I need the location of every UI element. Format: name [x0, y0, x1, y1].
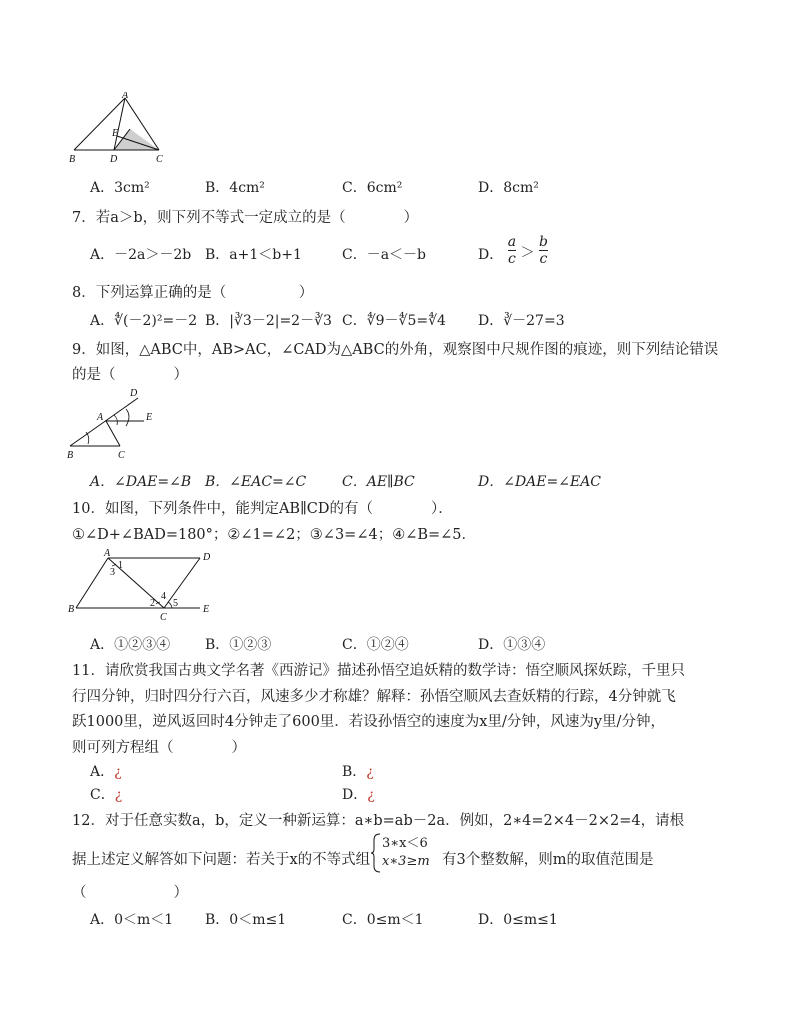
q10-angle-4: 4 [161, 591, 166, 602]
q6-label-e: E [112, 128, 119, 139]
q8-option-d[interactable]: D．∛－27=3 [478, 313, 565, 329]
q6-option-b[interactable]: B．4cm² [205, 180, 265, 196]
q11-option-b-missing: ¿ [366, 764, 374, 780]
q12-system-line2: x∗3≥m [382, 854, 430, 869]
q6-label-b: B [69, 154, 76, 165]
q10-conditions: ①∠D+∠BAD=180°；②∠1=∠2；③∠3=∠4；④∠B=∠5． [72, 527, 477, 543]
q6-option-d[interactable]: D．8cm² [478, 180, 539, 196]
q10-option-b[interactable]: B．①②③ [205, 637, 272, 653]
q8-option-c[interactable]: C．∜9－∜5=∜4 [342, 313, 446, 329]
q10-label-e: E [203, 604, 210, 615]
q10-label-a: A [104, 548, 111, 559]
q7-fraction-a: $\frac{a}{c}$ [507, 234, 517, 267]
q10-option-c[interactable]: C．①②④ [342, 637, 409, 653]
q10-stem-line1: 10．如图，下列条件中，能判定AB∥CD的有（ ）． [72, 501, 453, 517]
q9-label-c: C [118, 450, 125, 460]
q10-label-c: C [160, 612, 167, 623]
q9-option-a[interactable]: A．∠DAE=∠B [90, 474, 192, 490]
q11-option-d[interactable]: D．¿ [342, 787, 375, 803]
q7-option-b[interactable]: B．a+1＜b+1 [205, 247, 302, 263]
q9-label-d: D [130, 388, 138, 399]
q6-option-c[interactable]: C．6cm² [342, 180, 403, 196]
q10-angle-2: 2 [150, 598, 155, 609]
q11-option-c-missing: ¿ [114, 787, 123, 803]
q6-label-a: A [122, 92, 129, 101]
q7-relation: ＞ [520, 245, 535, 261]
q10-option-d[interactable]: D．①③④ [478, 637, 546, 653]
q8-option-a[interactable]: A．∜(－2)²=－2 [90, 313, 198, 329]
q10-label-d: D [203, 552, 211, 563]
q11-line3: 跃1000里，逆风返回时4分钟走了600里．若设孙悟空的速度为x里/分钟，风速为y里/分钟， [72, 714, 665, 730]
q11-line4: 则可列方程组（ ） [72, 740, 246, 756]
q6-label-d: D [110, 154, 118, 165]
q12-option-b[interactable]: B．0＜m≤1 [205, 912, 287, 928]
q12-option-d[interactable]: D．0≤m≤1 [478, 912, 558, 928]
q11-option-a[interactable]: A．¿ [90, 764, 122, 780]
q6-label-c: C [156, 154, 163, 165]
q12-inequality-system [370, 832, 440, 874]
q9-stem-line2: 的是（ ） [72, 367, 188, 383]
q7-fraction-b: $\frac{b}{c}$ [538, 234, 548, 267]
q7-option-d[interactable] [478, 234, 548, 267]
q10-angle-5: 5 [173, 598, 178, 609]
q9-option-d[interactable]: D．∠DAE=∠EAC [478, 474, 602, 490]
q11-option-b[interactable]: B．¿ [342, 764, 374, 780]
q11-line2: 行四分钟，归时四分行六百，风速多少才称雄？解释：孙悟空顺风去查妖精的行踪，4分钟就飞 [72, 689, 676, 705]
q9-label-e: E [146, 412, 153, 423]
q7-option-d-label: D． [478, 247, 504, 263]
q9-stem-line1: 9．如图，△ABC中，AB>AC，∠CAD为△ABC的外角，观察图中尺规作图的痕迹，则下列结论错误 [72, 342, 719, 358]
q12-option-c[interactable]: C．0≤m＜1 [342, 912, 424, 928]
q10-parallelogram-figure [64, 546, 224, 624]
q12-system-line1: 3∗x＜6 [382, 836, 428, 851]
q10-label-b: B [68, 604, 75, 615]
q12-brace [370, 832, 382, 874]
q11-line1: 11．请欣赏我国古典文学名著《西游记》描述孙悟空追妖精的数学诗：悟空顺风探妖踪，千里只 [72, 663, 685, 679]
q11-option-d-missing: ¿ [367, 787, 375, 803]
q6-option-a[interactable]: A．3cm² [90, 180, 150, 196]
q7-stem: 7．若a＞b，则下列不等式一定成立的是（ ） [72, 210, 419, 226]
q9-label-b: B [67, 450, 74, 460]
q12-line3: （ ） [72, 885, 188, 901]
q12-line2-pre: 据上述定义解答如下问题：若关于x的不等式组 [72, 852, 371, 868]
q12-line2-post: 有3个整数解，则m的取值范围是 [442, 852, 654, 868]
q12-line1: 12．对于任意实数a，b，定义一种新运算：a∗b=ab－2a．例如，2∗4=2×4－2×2=4，请根 [72, 813, 685, 829]
q9-construction-figure [64, 384, 164, 460]
q9-option-b[interactable]: B．∠EAC=∠C [205, 474, 307, 490]
q7-option-a[interactable]: A．－2a＞－2b [90, 247, 192, 263]
q10-angle-1: 1 [118, 560, 123, 571]
q8-option-b[interactable]: B．|∛3－2|=2－∛3 [205, 313, 332, 329]
q11-option-c[interactable]: C．¿ [90, 787, 123, 803]
q6-triangle-figure [64, 92, 174, 166]
q10-angle-3: 3 [110, 567, 115, 578]
q10-option-a[interactable]: A．①②③④ [90, 637, 171, 653]
q9-option-c[interactable]: C．AE∥BC [342, 474, 415, 490]
q11-option-a-missing: ¿ [114, 764, 122, 780]
q7-option-c[interactable]: C．－a＜－b [342, 247, 427, 263]
q9-label-a: A [97, 412, 104, 423]
q8-stem: 8．下列运算正确的是（ ） [72, 285, 314, 301]
q12-option-a[interactable]: A．0＜m＜1 [90, 912, 174, 928]
